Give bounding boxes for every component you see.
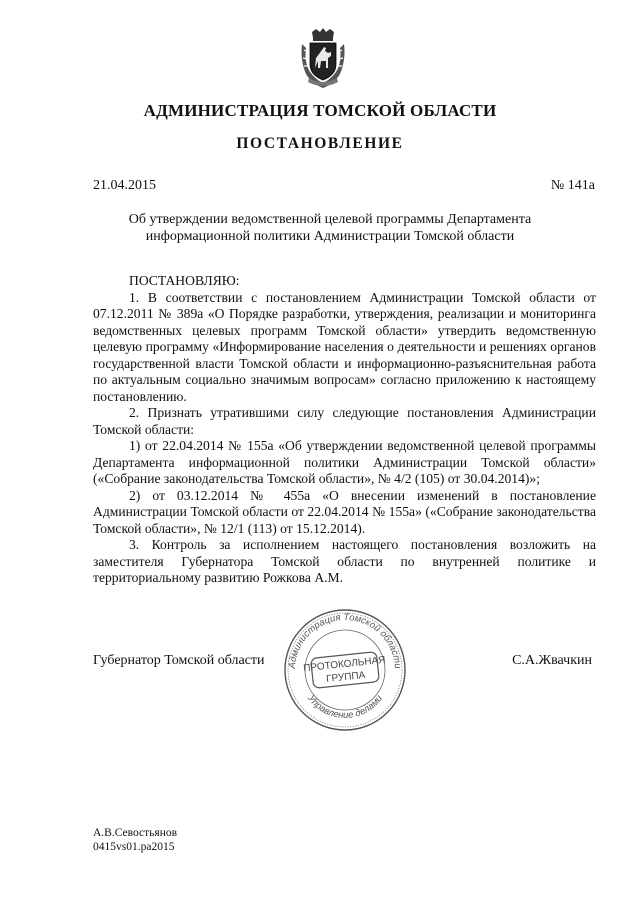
- executor-name: А.В.Севостьянов: [93, 827, 178, 839]
- paragraph-2-item-1: 1) от 22.04.2014 № 155а «Об утверждении ведомственной целевой программы Департамента информационной политики Администрации Томской области» («Собрание законодательства Томской области», № 4/2 (105) от 30.04.2014)»;: [93, 438, 596, 486]
- footer-info: [93, 826, 177, 854]
- stamp-center-line-2: ГРУППА: [325, 669, 366, 685]
- document-date: 21.04.2015: [93, 178, 156, 193]
- document-body: [93, 273, 596, 587]
- paragraph-3: 3. Контроль за исполнением настоящего постановления возложить на заместителя Губернатора Томской области по внутренней политике и территориальному развитию Рожкова А.М.: [93, 537, 596, 585]
- paragraph-1: 1. В соответствии с постановлением Администрации Томской области от 07.12.2011 № 389а «О Порядке разработки, утверждения, реализации и мониторинга ведомственных целевых программ Томской области» утвердить ведомственную целевую программу «Информирование населения о деятельности и решениях органов государственной власти Томской области и информационно-разъяснительная работа по актуальным социально значимым вопросам» согласно приложению к настоящему постановлению.: [93, 289, 596, 404]
- document-type-heading: ПОСТАНОВЛЕНИЕ: [236, 135, 404, 152]
- stamp-ring-top-text: Администрация Томской области: [286, 611, 404, 670]
- document-number: № 141а: [550, 178, 595, 193]
- paragraph-2-item-2: 2) от 03.12.2014 № 455а «О внесении изменений в постановление Администрации Томской области от 22.04.2014 № 155а» («Собрание законодательства Томской области», № 12/1 (113) от 15.12.2014).: [93, 487, 596, 536]
- signer-name: С.А.Жвачкин: [512, 653, 592, 668]
- stamp-center-line-1: ПРОТОКОЛЬНАЯ: [302, 654, 387, 675]
- decree-word: ПОСТАНОВЛЯЮ:: [129, 273, 240, 288]
- signer-title: Губернатор Томской области: [93, 653, 265, 668]
- document-subject: Об утверждении ведомственной целевой программы Департамента информационной политики Администрации Томской области: [128, 212, 532, 244]
- official-stamp: [282, 607, 408, 733]
- svg-text:Управление делами: [304, 692, 385, 721]
- stamp-ring-bottom-text: Управление делами: [305, 693, 385, 722]
- organization-title: АДМИНИСТРАЦИЯ ТОМСКОЙ ОБЛАСТИ: [143, 101, 497, 120]
- file-code: 0415vs01.ра2015: [93, 841, 175, 853]
- paragraph-2: 2. Признать утратившими силу следующие постановления Администрации Томской области:: [93, 405, 596, 437]
- coat-of-arms-icon: [300, 28, 346, 90]
